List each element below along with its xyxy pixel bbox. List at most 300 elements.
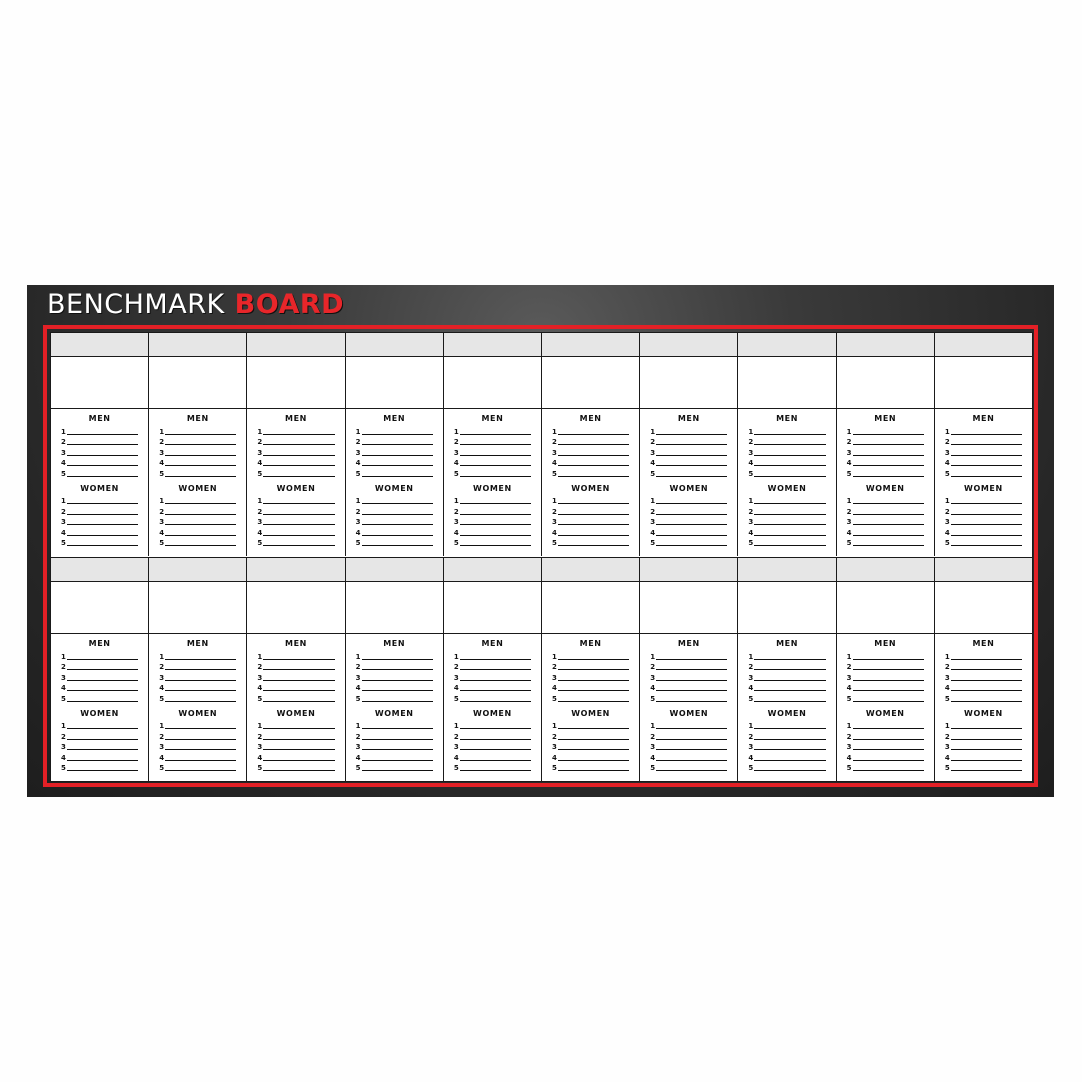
- women-rank-line[interactable]: [454, 516, 531, 527]
- write-in-line[interactable]: [165, 679, 236, 681]
- write-in-line[interactable]: [558, 700, 629, 702]
- workout-name-field[interactable]: [444, 333, 541, 357]
- write-in-line[interactable]: [853, 464, 924, 466]
- write-in-line[interactable]: [165, 700, 236, 702]
- workout-name-field[interactable]: [444, 558, 541, 582]
- women-rank-line[interactable]: [454, 495, 531, 506]
- write-in-line[interactable]: [656, 464, 727, 466]
- women-rank-line[interactable]: [257, 526, 334, 537]
- men-rank-line[interactable]: [61, 425, 138, 436]
- women-rank-line[interactable]: [159, 730, 236, 741]
- women-rank-line[interactable]: [748, 730, 825, 741]
- women-rank-line[interactable]: [748, 762, 825, 773]
- men-rank-line[interactable]: [847, 661, 924, 672]
- write-in-line[interactable]: [656, 475, 727, 477]
- write-in-line[interactable]: [362, 523, 433, 525]
- write-in-line[interactable]: [656, 454, 727, 456]
- workout-description-field[interactable]: [640, 582, 737, 634]
- write-in-line[interactable]: [951, 679, 1022, 681]
- women-rank-line[interactable]: [552, 505, 629, 516]
- workout-name-field[interactable]: [837, 558, 934, 582]
- women-rank-line[interactable]: [847, 751, 924, 762]
- men-rank-line[interactable]: [454, 671, 531, 682]
- men-rank-line[interactable]: [257, 671, 334, 682]
- write-in-line[interactable]: [67, 523, 138, 525]
- write-in-line[interactable]: [656, 727, 727, 729]
- men-rank-line[interactable]: [945, 425, 1022, 436]
- write-in-line[interactable]: [165, 769, 236, 771]
- men-rank-line[interactable]: [650, 446, 727, 457]
- men-rank-line[interactable]: [454, 661, 531, 672]
- write-in-line[interactable]: [558, 689, 629, 691]
- men-rank-line[interactable]: [650, 650, 727, 661]
- women-rank-line[interactable]: [945, 516, 1022, 527]
- workout-description-field[interactable]: [738, 582, 835, 634]
- write-in-line[interactable]: [853, 523, 924, 525]
- write-in-line[interactable]: [460, 454, 531, 456]
- men-rank-line[interactable]: [945, 692, 1022, 703]
- write-in-line[interactable]: [362, 433, 433, 435]
- write-in-line[interactable]: [558, 759, 629, 761]
- women-rank-line[interactable]: [356, 526, 433, 537]
- write-in-line[interactable]: [263, 769, 334, 771]
- men-rank-line[interactable]: [748, 650, 825, 661]
- write-in-line[interactable]: [558, 475, 629, 477]
- workout-description-field[interactable]: [640, 357, 737, 409]
- write-in-line[interactable]: [853, 748, 924, 750]
- write-in-line[interactable]: [460, 748, 531, 750]
- write-in-line[interactable]: [67, 769, 138, 771]
- workout-name-field[interactable]: [346, 333, 443, 357]
- men-rank-line[interactable]: [159, 457, 236, 468]
- men-rank-line[interactable]: [356, 446, 433, 457]
- workout-name-field[interactable]: [935, 333, 1032, 357]
- write-in-line[interactable]: [656, 433, 727, 435]
- workout-description-field[interactable]: [346, 582, 443, 634]
- write-in-line[interactable]: [558, 738, 629, 740]
- men-rank-line[interactable]: [847, 671, 924, 682]
- women-rank-line[interactable]: [257, 762, 334, 773]
- write-in-line[interactable]: [263, 759, 334, 761]
- men-rank-line[interactable]: [159, 661, 236, 672]
- women-rank-line[interactable]: [650, 537, 727, 548]
- men-rank-line[interactable]: [748, 692, 825, 703]
- write-in-line[interactable]: [853, 679, 924, 681]
- men-rank-line[interactable]: [159, 467, 236, 478]
- write-in-line[interactable]: [263, 748, 334, 750]
- men-rank-line[interactable]: [847, 692, 924, 703]
- write-in-line[interactable]: [951, 658, 1022, 660]
- write-in-line[interactable]: [460, 464, 531, 466]
- men-rank-line[interactable]: [945, 661, 1022, 672]
- men-rank-line[interactable]: [650, 661, 727, 672]
- write-in-line[interactable]: [951, 700, 1022, 702]
- women-rank-line[interactable]: [159, 516, 236, 527]
- men-rank-line[interactable]: [454, 692, 531, 703]
- women-rank-line[interactable]: [61, 495, 138, 506]
- workout-description-field[interactable]: [51, 357, 148, 409]
- write-in-line[interactable]: [853, 544, 924, 546]
- men-rank-line[interactable]: [61, 661, 138, 672]
- write-in-line[interactable]: [263, 700, 334, 702]
- women-rank-line[interactable]: [454, 751, 531, 762]
- workout-name-field[interactable]: [247, 558, 344, 582]
- women-rank-line[interactable]: [650, 720, 727, 731]
- women-rank-line[interactable]: [257, 741, 334, 752]
- women-rank-line[interactable]: [257, 505, 334, 516]
- men-rank-line[interactable]: [552, 446, 629, 457]
- women-rank-line[interactable]: [356, 505, 433, 516]
- write-in-line[interactable]: [558, 769, 629, 771]
- write-in-line[interactable]: [558, 454, 629, 456]
- men-rank-line[interactable]: [650, 682, 727, 693]
- women-rank-line[interactable]: [748, 526, 825, 537]
- write-in-line[interactable]: [67, 689, 138, 691]
- write-in-line[interactable]: [362, 700, 433, 702]
- women-rank-line[interactable]: [61, 762, 138, 773]
- write-in-line[interactable]: [754, 513, 825, 515]
- women-rank-line[interactable]: [257, 537, 334, 548]
- write-in-line[interactable]: [67, 668, 138, 670]
- men-rank-line[interactable]: [61, 436, 138, 447]
- write-in-line[interactable]: [165, 668, 236, 670]
- workout-name-field[interactable]: [149, 558, 246, 582]
- women-rank-line[interactable]: [159, 537, 236, 548]
- write-in-line[interactable]: [951, 544, 1022, 546]
- write-in-line[interactable]: [853, 475, 924, 477]
- workout-name-field[interactable]: [247, 333, 344, 357]
- workout-name-field[interactable]: [738, 333, 835, 357]
- write-in-line[interactable]: [67, 727, 138, 729]
- men-rank-line[interactable]: [650, 425, 727, 436]
- workout-description-field[interactable]: [149, 582, 246, 634]
- men-rank-line[interactable]: [748, 682, 825, 693]
- women-rank-line[interactable]: [61, 720, 138, 731]
- men-rank-line[interactable]: [847, 467, 924, 478]
- women-rank-line[interactable]: [356, 762, 433, 773]
- men-rank-line[interactable]: [650, 457, 727, 468]
- women-rank-line[interactable]: [945, 762, 1022, 773]
- men-rank-line[interactable]: [454, 446, 531, 457]
- women-rank-line[interactable]: [257, 720, 334, 731]
- women-rank-line[interactable]: [847, 762, 924, 773]
- write-in-line[interactable]: [263, 454, 334, 456]
- women-rank-line[interactable]: [945, 526, 1022, 537]
- men-rank-line[interactable]: [748, 661, 825, 672]
- women-rank-line[interactable]: [159, 495, 236, 506]
- men-rank-line[interactable]: [61, 682, 138, 693]
- women-rank-line[interactable]: [159, 505, 236, 516]
- men-rank-line[interactable]: [552, 457, 629, 468]
- write-in-line[interactable]: [558, 433, 629, 435]
- write-in-line[interactable]: [460, 475, 531, 477]
- women-rank-line[interactable]: [945, 505, 1022, 516]
- write-in-line[interactable]: [558, 748, 629, 750]
- write-in-line[interactable]: [558, 544, 629, 546]
- write-in-line[interactable]: [853, 534, 924, 536]
- write-in-line[interactable]: [951, 769, 1022, 771]
- write-in-line[interactable]: [656, 748, 727, 750]
- write-in-line[interactable]: [362, 475, 433, 477]
- write-in-line[interactable]: [263, 475, 334, 477]
- women-rank-line[interactable]: [552, 762, 629, 773]
- women-rank-line[interactable]: [552, 720, 629, 731]
- write-in-line[interactable]: [362, 769, 433, 771]
- write-in-line[interactable]: [362, 658, 433, 660]
- write-in-line[interactable]: [67, 544, 138, 546]
- write-in-line[interactable]: [460, 523, 531, 525]
- women-rank-line[interactable]: [650, 495, 727, 506]
- women-rank-line[interactable]: [257, 730, 334, 741]
- women-rank-line[interactable]: [61, 751, 138, 762]
- write-in-line[interactable]: [558, 502, 629, 504]
- workout-name-field[interactable]: [935, 558, 1032, 582]
- write-in-line[interactable]: [951, 502, 1022, 504]
- men-rank-line[interactable]: [61, 446, 138, 457]
- write-in-line[interactable]: [754, 523, 825, 525]
- write-in-line[interactable]: [67, 443, 138, 445]
- write-in-line[interactable]: [656, 443, 727, 445]
- write-in-line[interactable]: [853, 668, 924, 670]
- men-rank-line[interactable]: [159, 692, 236, 703]
- men-rank-line[interactable]: [650, 467, 727, 478]
- write-in-line[interactable]: [951, 433, 1022, 435]
- write-in-line[interactable]: [362, 544, 433, 546]
- workout-name-field[interactable]: [738, 558, 835, 582]
- women-rank-line[interactable]: [847, 505, 924, 516]
- write-in-line[interactable]: [656, 513, 727, 515]
- women-rank-line[interactable]: [552, 495, 629, 506]
- men-rank-line[interactable]: [159, 671, 236, 682]
- write-in-line[interactable]: [263, 679, 334, 681]
- workout-name-field[interactable]: [640, 333, 737, 357]
- write-in-line[interactable]: [951, 689, 1022, 691]
- write-in-line[interactable]: [67, 433, 138, 435]
- write-in-line[interactable]: [754, 689, 825, 691]
- write-in-line[interactable]: [460, 769, 531, 771]
- men-rank-line[interactable]: [356, 682, 433, 693]
- write-in-line[interactable]: [656, 668, 727, 670]
- write-in-line[interactable]: [165, 738, 236, 740]
- workout-description-field[interactable]: [542, 582, 639, 634]
- workout-name-field[interactable]: [51, 558, 148, 582]
- write-in-line[interactable]: [951, 513, 1022, 515]
- women-rank-line[interactable]: [159, 762, 236, 773]
- write-in-line[interactable]: [263, 433, 334, 435]
- write-in-line[interactable]: [67, 502, 138, 504]
- write-in-line[interactable]: [754, 668, 825, 670]
- workout-description-field[interactable]: [935, 582, 1032, 634]
- write-in-line[interactable]: [754, 454, 825, 456]
- women-rank-line[interactable]: [552, 730, 629, 741]
- write-in-line[interactable]: [754, 464, 825, 466]
- women-rank-line[interactable]: [650, 505, 727, 516]
- write-in-line[interactable]: [754, 759, 825, 761]
- write-in-line[interactable]: [754, 769, 825, 771]
- workout-name-field[interactable]: [51, 333, 148, 357]
- men-rank-line[interactable]: [454, 467, 531, 478]
- workout-description-field[interactable]: [542, 357, 639, 409]
- write-in-line[interactable]: [754, 658, 825, 660]
- women-rank-line[interactable]: [650, 751, 727, 762]
- workout-name-field[interactable]: [149, 333, 246, 357]
- men-rank-line[interactable]: [748, 457, 825, 468]
- write-in-line[interactable]: [754, 679, 825, 681]
- write-in-line[interactable]: [460, 443, 531, 445]
- men-rank-line[interactable]: [552, 425, 629, 436]
- men-rank-line[interactable]: [61, 671, 138, 682]
- write-in-line[interactable]: [165, 475, 236, 477]
- women-rank-line[interactable]: [847, 537, 924, 548]
- write-in-line[interactable]: [754, 443, 825, 445]
- men-rank-line[interactable]: [356, 467, 433, 478]
- women-rank-line[interactable]: [61, 516, 138, 527]
- write-in-line[interactable]: [656, 738, 727, 740]
- men-rank-line[interactable]: [945, 671, 1022, 682]
- write-in-line[interactable]: [67, 759, 138, 761]
- write-in-line[interactable]: [67, 658, 138, 660]
- women-rank-line[interactable]: [356, 720, 433, 731]
- workout-description-field[interactable]: [444, 357, 541, 409]
- write-in-line[interactable]: [754, 544, 825, 546]
- men-rank-line[interactable]: [650, 671, 727, 682]
- men-rank-line[interactable]: [61, 692, 138, 703]
- write-in-line[interactable]: [853, 738, 924, 740]
- workout-description-field[interactable]: [837, 357, 934, 409]
- write-in-line[interactable]: [362, 748, 433, 750]
- men-rank-line[interactable]: [159, 446, 236, 457]
- write-in-line[interactable]: [165, 759, 236, 761]
- women-rank-line[interactable]: [748, 516, 825, 527]
- women-rank-line[interactable]: [159, 720, 236, 731]
- write-in-line[interactable]: [853, 454, 924, 456]
- men-rank-line[interactable]: [650, 436, 727, 447]
- write-in-line[interactable]: [656, 689, 727, 691]
- men-rank-line[interactable]: [159, 682, 236, 693]
- women-rank-line[interactable]: [61, 730, 138, 741]
- women-rank-line[interactable]: [257, 751, 334, 762]
- men-rank-line[interactable]: [748, 425, 825, 436]
- women-rank-line[interactable]: [454, 762, 531, 773]
- write-in-line[interactable]: [165, 544, 236, 546]
- write-in-line[interactable]: [754, 748, 825, 750]
- workout-description-field[interactable]: [346, 357, 443, 409]
- men-rank-line[interactable]: [847, 436, 924, 447]
- men-rank-line[interactable]: [356, 661, 433, 672]
- write-in-line[interactable]: [165, 443, 236, 445]
- women-rank-line[interactable]: [356, 516, 433, 527]
- write-in-line[interactable]: [951, 454, 1022, 456]
- write-in-line[interactable]: [263, 513, 334, 515]
- workout-description-field[interactable]: [444, 582, 541, 634]
- write-in-line[interactable]: [853, 443, 924, 445]
- women-rank-line[interactable]: [61, 526, 138, 537]
- women-rank-line[interactable]: [257, 516, 334, 527]
- write-in-line[interactable]: [853, 689, 924, 691]
- men-rank-line[interactable]: [552, 692, 629, 703]
- men-rank-line[interactable]: [552, 682, 629, 693]
- men-rank-line[interactable]: [257, 467, 334, 478]
- men-rank-line[interactable]: [847, 425, 924, 436]
- women-rank-line[interactable]: [356, 495, 433, 506]
- write-in-line[interactable]: [460, 534, 531, 536]
- write-in-line[interactable]: [656, 523, 727, 525]
- men-rank-line[interactable]: [748, 467, 825, 478]
- write-in-line[interactable]: [951, 534, 1022, 536]
- write-in-line[interactable]: [656, 502, 727, 504]
- write-in-line[interactable]: [754, 700, 825, 702]
- write-in-line[interactable]: [362, 454, 433, 456]
- men-rank-line[interactable]: [356, 671, 433, 682]
- write-in-line[interactable]: [67, 513, 138, 515]
- write-in-line[interactable]: [165, 513, 236, 515]
- workout-description-field[interactable]: [247, 582, 344, 634]
- write-in-line[interactable]: [853, 727, 924, 729]
- write-in-line[interactable]: [754, 738, 825, 740]
- write-in-line[interactable]: [67, 738, 138, 740]
- women-rank-line[interactable]: [454, 730, 531, 741]
- workout-description-field[interactable]: [51, 582, 148, 634]
- write-in-line[interactable]: [951, 464, 1022, 466]
- men-rank-line[interactable]: [356, 457, 433, 468]
- women-rank-line[interactable]: [945, 495, 1022, 506]
- women-rank-line[interactable]: [748, 495, 825, 506]
- men-rank-line[interactable]: [748, 446, 825, 457]
- women-rank-line[interactable]: [945, 720, 1022, 731]
- women-rank-line[interactable]: [257, 495, 334, 506]
- write-in-line[interactable]: [67, 534, 138, 536]
- write-in-line[interactable]: [263, 658, 334, 660]
- write-in-line[interactable]: [460, 738, 531, 740]
- write-in-line[interactable]: [558, 658, 629, 660]
- write-in-line[interactable]: [656, 769, 727, 771]
- write-in-line[interactable]: [362, 668, 433, 670]
- workout-name-field[interactable]: [346, 558, 443, 582]
- workout-name-field[interactable]: [542, 558, 639, 582]
- men-rank-line[interactable]: [257, 457, 334, 468]
- write-in-line[interactable]: [362, 534, 433, 536]
- men-rank-line[interactable]: [552, 467, 629, 478]
- write-in-line[interactable]: [263, 738, 334, 740]
- women-rank-line[interactable]: [356, 537, 433, 548]
- men-rank-line[interactable]: [257, 436, 334, 447]
- workout-description-field[interactable]: [837, 582, 934, 634]
- workout-description-field[interactable]: [935, 357, 1032, 409]
- write-in-line[interactable]: [558, 464, 629, 466]
- write-in-line[interactable]: [754, 727, 825, 729]
- write-in-line[interactable]: [165, 658, 236, 660]
- men-rank-line[interactable]: [650, 692, 727, 703]
- write-in-line[interactable]: [460, 700, 531, 702]
- write-in-line[interactable]: [951, 668, 1022, 670]
- write-in-line[interactable]: [263, 443, 334, 445]
- men-rank-line[interactable]: [454, 682, 531, 693]
- women-rank-line[interactable]: [61, 505, 138, 516]
- men-rank-line[interactable]: [61, 457, 138, 468]
- men-rank-line[interactable]: [945, 682, 1022, 693]
- write-in-line[interactable]: [558, 727, 629, 729]
- write-in-line[interactable]: [165, 464, 236, 466]
- men-rank-line[interactable]: [454, 457, 531, 468]
- women-rank-line[interactable]: [847, 741, 924, 752]
- men-rank-line[interactable]: [945, 446, 1022, 457]
- women-rank-line[interactable]: [454, 537, 531, 548]
- men-rank-line[interactable]: [257, 661, 334, 672]
- write-in-line[interactable]: [362, 727, 433, 729]
- men-rank-line[interactable]: [257, 692, 334, 703]
- men-rank-line[interactable]: [748, 436, 825, 447]
- men-rank-line[interactable]: [945, 457, 1022, 468]
